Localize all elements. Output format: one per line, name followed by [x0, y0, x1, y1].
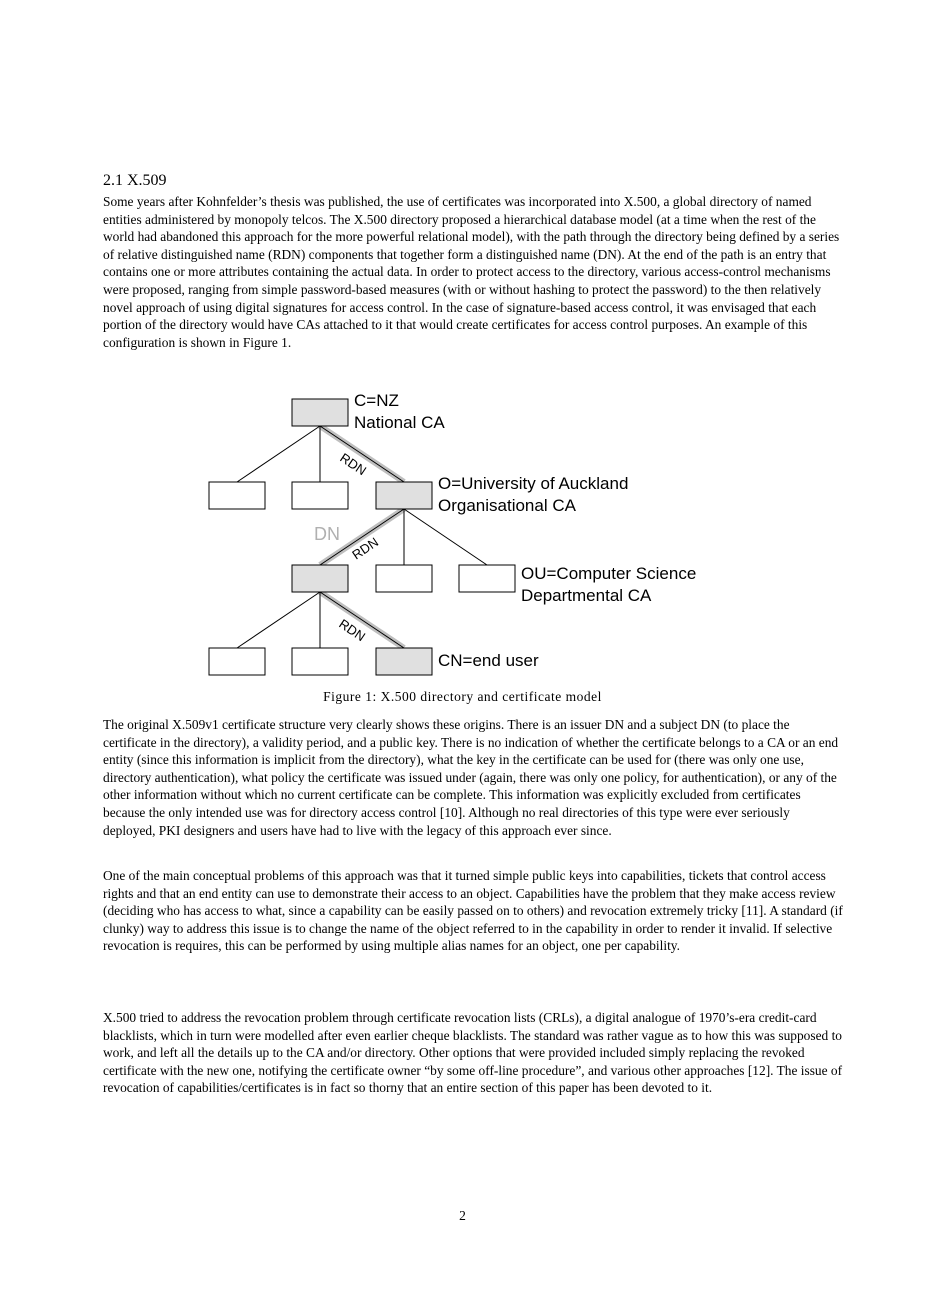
- tree-connectors: [237, 426, 487, 648]
- node-entry: [459, 565, 515, 592]
- figure-caption: Figure 1: X.500 directory and certificate model: [323, 689, 602, 704]
- node-national-ca: [292, 399, 348, 426]
- label-organisational-ca-role: Organisational CA: [438, 496, 576, 515]
- node-departmental-ca: [292, 565, 348, 592]
- label-departmental-ca-name: OU=Computer Science: [521, 564, 697, 583]
- label-national-ca-name: C=NZ: [354, 391, 399, 410]
- node-entry: [292, 482, 348, 509]
- edge-root-left: [237, 426, 320, 482]
- label-national-ca-role: National CA: [354, 413, 445, 432]
- label-end-user: CN=end user: [438, 651, 539, 670]
- paragraph-4: X.500 tried to address the revocation problem through certificate revocation lists (CRLs), a digital analogue of 1970’s-era credit-card blacklists, which in turn were modelled after even earlier cheque blacklists. The standard was rather vague as to how this was supposed to work, and left all the details up to the CA and/or directory. Other options that were provided included simply replacing the revoked certificate with the new one, notifying the certificate owner “by some off-line procedure”, and various other approaches [12]. The issue of revocation of capabilities/certificates is in fact so thorny that an entire section of this paper has been devoted to it.: [103, 1010, 843, 1096]
- label-rdn-3: RDN: [336, 616, 369, 645]
- figure-1: [0, 380, 925, 680]
- paragraph-1: Some years after Kohnfelder’s thesis was published, the use of certificates was incorporated into X.500, a global directory of named entities administered by monopoly telcos. The X.500 directory proposed a hierarchical database model (at a time when the rest of the world had abandoned this approach for the more powerful relational model), with the path through the directory being defined by a series of relative distinguished name (RDN) components that together form a distinguished name (DN). At the end of the path is an entry that contains one or more attributes containing the actual data. In order to protect access to the directory, various access-control mechanisms were proposed, ranging from simple password-based measures (with or without hashing to protect the password) to the then relatively novel approach of using digital signatures for access control. In the case of signature-based access control, it was envisaged that each portion of the directory would have CAs attached to it that would create certificates for access control purposes. An example of this configuration is shown in Figure 1.: [103, 194, 840, 350]
- label-rdn-1: RDN: [337, 450, 370, 479]
- node-entry: [292, 648, 348, 675]
- node-entry: [209, 482, 265, 509]
- edge-org-right: [404, 509, 487, 565]
- label-dn: DN: [314, 524, 340, 544]
- node-entry: [376, 565, 432, 592]
- node-entry: [209, 648, 265, 675]
- label-rdn-2: RDN: [349, 534, 382, 563]
- edge-dept-left: [237, 592, 320, 648]
- section-heading: 2.1 X.509: [103, 172, 167, 189]
- paragraph-3: One of the main conceptual problems of this approach was that it turned simple public keys into capabilities, tickets that control access rights and that an end entity can use to demonstrate their access to an object. Capabilities have the problem that they make access review (deciding who has access to what, since a capability can be easily passed on to others) and revocation extremely tricky [11]. A standard (if clunky) way to address this issue is to change the name of the object referred to in the capability in order to render it invalid. If selective revocation is requires, this can be performed by using multiple alias names for an object, one per capability.: [103, 868, 843, 954]
- page-number: 2: [459, 1208, 466, 1223]
- paragraph-2: The original X.509v1 certificate structure very clearly shows these origins. There is an issuer DN and a subject DN (to place the certificate in the directory), a validity period, and a public key. There is no indication of whether the certificate belongs to a CA or an end entity (since this information is implicit from the directory), what the key in the certificate can be used for (there was only one use, directory authentication), what policy the certificate was issued under (again, there was only one policy, for authentication), or any of the other information without which no current certificate can be complete. This information was explicitly excluded from certificates because the only intended use was for directory access control [10]. Although no real directories of this type were ever seriously deployed, PKI designers and users have had to live with the legacy of this approach ever since.: [103, 717, 839, 838]
- node-organisational-ca: [376, 482, 432, 509]
- directory-tree-diagram: [0, 380, 925, 680]
- label-organisational-ca-name: O=University of Auckland: [438, 474, 629, 493]
- node-end-user: [376, 648, 432, 675]
- label-departmental-ca-role: Departmental CA: [521, 586, 652, 605]
